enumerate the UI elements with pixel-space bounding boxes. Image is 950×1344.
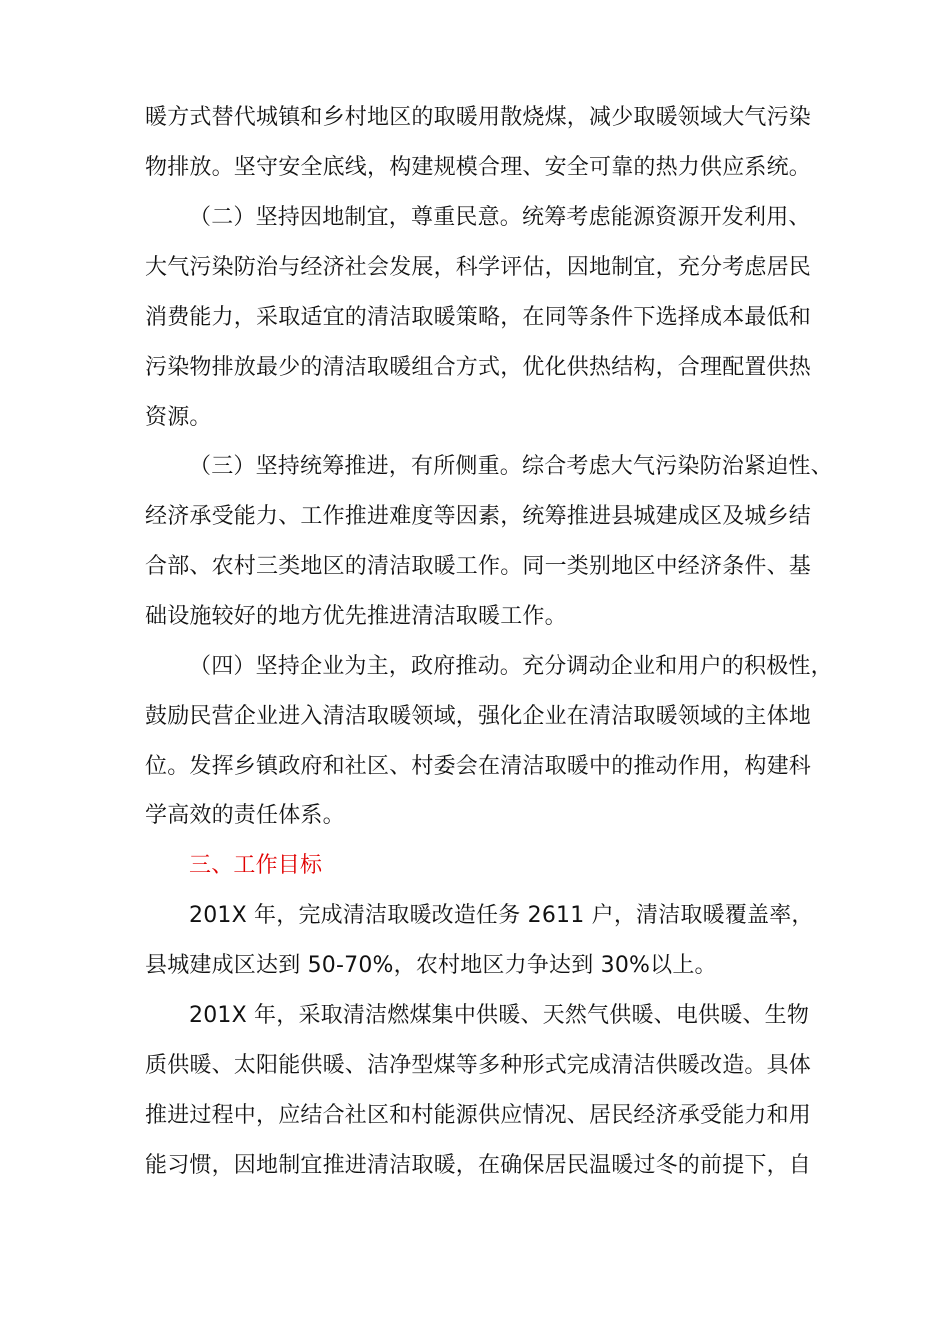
paragraph-line: 合部、农村三类地区的清洁取暖工作。同一类别地区中经济条件、基	[145, 554, 812, 579]
paragraph-line: 县城建成区达到 50-70%，农村地区力争达到 30%以上。	[145, 953, 717, 978]
paragraph-line: 暖方式替代城镇和乡村地区的取暖用散烧煤，减少取暖领域大气污染	[145, 105, 812, 130]
paragraph-line: 推进过程中，应结合社区和村能源供应情况、居民经济承受能力和用	[145, 1103, 812, 1128]
paragraph-line: （四）坚持企业为主，政府推动。充分调动企业和用户的积极性，	[189, 654, 833, 679]
paragraph-line: 物排放。坚守安全底线，构建规模合理、安全可靠的热力供应系统。	[145, 155, 812, 180]
paragraph-line: 大气污染防治与经济社会发展，科学评估，因地制宜，充分考虑居民	[145, 255, 812, 280]
paragraph-line: 础设施较好的地方优先推进清洁取暖工作。	[145, 604, 567, 629]
paragraph-line: 学高效的责任体系。	[145, 803, 345, 828]
paragraph-line: （二）坚持因地制宜，尊重民意。统筹考虑能源资源开发利用、	[189, 205, 811, 230]
paragraph-line: 位。发挥乡镇政府和社区、村委会在清洁取暖中的推动作用，构建科	[145, 754, 812, 779]
paragraph-line: 质供暖、太阳能供暖、洁净型煤等多种形式完成清洁供暖改造。具体	[145, 1053, 812, 1078]
paragraph-line: 资源。	[145, 405, 212, 430]
paragraph-line: 鼓励民营企业进入清洁取暖领域，强化企业在清洁取暖领域的主体地	[145, 704, 812, 729]
paragraph-line: 污染物排放最少的清洁取暖组合方式，优化供热结构，合理配置供热	[145, 355, 812, 380]
section-heading: 三、工作目标	[189, 853, 323, 878]
paragraph-line: 消费能力，采取适宜的清洁取暖策略，在同等条件下选择成本最低和	[145, 305, 812, 330]
paragraph-line: 经济承受能力、工作推进难度等因素，统筹推进县城建成区及城乡结	[145, 504, 812, 529]
paragraph-line: （三）坚持统筹推进，有所侧重。综合考虑大气污染防治紧迫性、	[189, 454, 833, 479]
paragraph-line: 201X 年，完成清洁取暖改造任务 2611 户，清洁取暖覆盖率，	[189, 903, 814, 928]
paragraph-line: 能习惯，因地制宜推进清洁取暖，在确保居民温暖过冬的前提下，自	[145, 1153, 812, 1178]
paragraph-line: 201X 年，采取清洁燃煤集中供暖、天然气供暖、电供暖、生物	[189, 1003, 810, 1028]
